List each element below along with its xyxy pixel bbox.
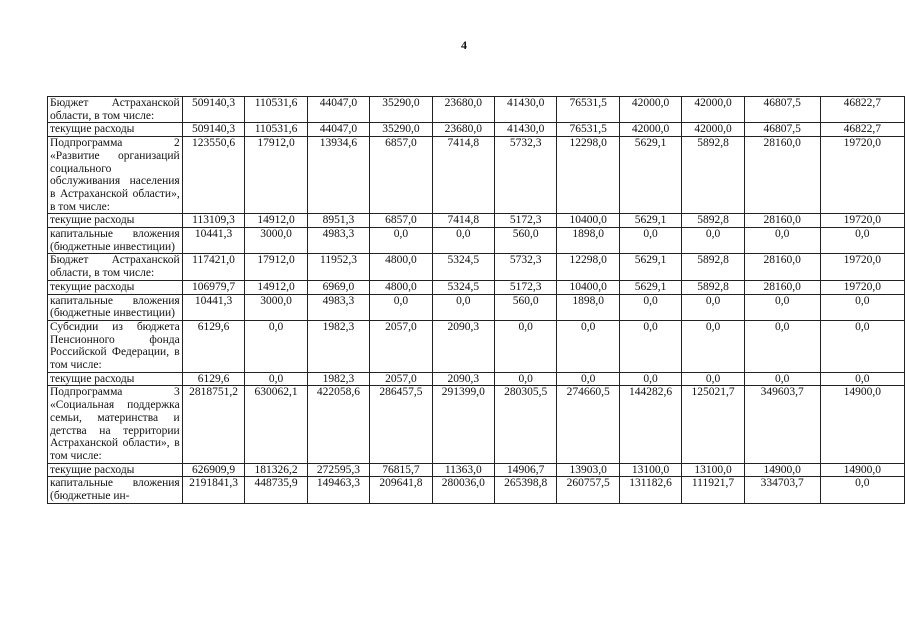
value-cell: 1898,0 [557, 228, 619, 254]
value-cell: 6129,6 [182, 372, 245, 386]
value-cell: 291399,0 [432, 386, 494, 463]
value-cell: 4983,3 [307, 228, 369, 254]
value-cell: 0,0 [619, 228, 681, 254]
value-cell: 1982,3 [307, 320, 369, 372]
value-cell: 13100,0 [682, 463, 744, 477]
value-cell: 0,0 [432, 294, 494, 320]
value-cell: 10400,0 [557, 280, 619, 294]
value-cell: 5892,8 [682, 214, 744, 228]
value-cell: 0,0 [495, 320, 557, 372]
value-cell: 35290,0 [370, 123, 432, 137]
value-cell: 111921,7 [682, 477, 744, 503]
value-cell: 35290,0 [370, 97, 432, 123]
value-cell: 14900,0 [820, 386, 904, 463]
value-cell: 0,0 [245, 320, 307, 372]
value-cell: 125021,7 [682, 386, 744, 463]
table-row [48, 477, 905, 503]
value-cell: 14900,0 [820, 463, 904, 477]
row-label: Бюджет Астраханской области, в том числе: [48, 97, 183, 123]
value-cell: 149463,3 [307, 477, 369, 503]
value-cell: 28160,0 [744, 214, 820, 228]
value-cell: 280305,5 [495, 386, 557, 463]
table-row [48, 280, 905, 294]
value-cell: 6129,6 [182, 320, 245, 372]
value-cell: 7414,8 [432, 137, 494, 214]
row-label: текущие расходы [48, 214, 183, 228]
value-cell: 0,0 [619, 372, 681, 386]
table-row [48, 214, 905, 228]
value-cell: 6857,0 [370, 214, 432, 228]
value-cell: 42000,0 [619, 123, 681, 137]
value-cell: 0,0 [820, 477, 904, 503]
value-cell: 76531,5 [557, 97, 619, 123]
value-cell: 11363,0 [432, 463, 494, 477]
value-cell: 626909,9 [182, 463, 245, 477]
value-cell: 7414,8 [432, 214, 494, 228]
value-cell: 0,0 [820, 372, 904, 386]
value-cell: 46807,5 [744, 97, 820, 123]
value-cell: 44047,0 [307, 97, 369, 123]
value-cell: 4800,0 [370, 280, 432, 294]
value-cell: 23680,0 [432, 123, 494, 137]
table-row [48, 320, 905, 372]
value-cell: 0,0 [744, 320, 820, 372]
value-cell: 0,0 [682, 320, 744, 372]
value-cell: 12298,0 [557, 254, 619, 280]
value-cell: 123550,6 [182, 137, 245, 214]
value-cell: 13903,0 [557, 463, 619, 477]
value-cell: 42000,0 [682, 123, 744, 137]
value-cell: 13934,6 [307, 137, 369, 214]
table-row [48, 137, 905, 214]
value-cell: 2090,3 [432, 372, 494, 386]
value-cell: 76815,7 [370, 463, 432, 477]
row-label: Бюджет Астраханской области, в том числе: [48, 254, 183, 280]
value-cell: 0,0 [557, 372, 619, 386]
value-cell: 0,0 [370, 228, 432, 254]
value-cell: 0,0 [744, 228, 820, 254]
value-cell: 1898,0 [557, 294, 619, 320]
table-row [48, 372, 905, 386]
value-cell: 5324,5 [432, 280, 494, 294]
value-cell: 422058,6 [307, 386, 369, 463]
value-cell: 5629,1 [619, 280, 681, 294]
value-cell: 0,0 [619, 294, 681, 320]
value-cell: 0,0 [744, 372, 820, 386]
value-cell: 0,0 [619, 320, 681, 372]
value-cell: 2818751,2 [182, 386, 245, 463]
value-cell: 8951,3 [307, 214, 369, 228]
value-cell: 42000,0 [682, 97, 744, 123]
row-label: текущие расходы [48, 123, 183, 137]
value-cell: 630062,1 [245, 386, 307, 463]
value-cell: 10441,3 [182, 228, 245, 254]
value-cell: 13100,0 [619, 463, 681, 477]
value-cell: 19720,0 [820, 214, 904, 228]
value-cell: 5892,8 [682, 254, 744, 280]
row-label: Подпрограмма 3 «Социальная поддержка семьи, материнства и детства на территории Астраханской области», в том числе: [48, 386, 183, 463]
row-label: Подпрограмма 2 «Развитие организаций социального обслуживания населения в Астраханской области», в том числе: [48, 137, 183, 214]
row-label: Субсидии из бюджета Пенсионного фонда Российской Федерации, в том числе: [48, 320, 183, 372]
value-cell: 14900,0 [744, 463, 820, 477]
value-cell: 12298,0 [557, 137, 619, 214]
value-cell: 0,0 [682, 372, 744, 386]
table-row [48, 228, 905, 254]
value-cell: 5172,3 [495, 214, 557, 228]
budget-table [47, 96, 905, 504]
value-cell: 6969,0 [307, 280, 369, 294]
value-cell: 14906,7 [495, 463, 557, 477]
value-cell: 10441,3 [182, 294, 245, 320]
value-cell: 5629,1 [619, 214, 681, 228]
value-cell: 17912,0 [245, 137, 307, 214]
value-cell: 17912,0 [245, 254, 307, 280]
value-cell: 5732,3 [495, 137, 557, 214]
value-cell: 260757,5 [557, 477, 619, 503]
value-cell: 209641,8 [370, 477, 432, 503]
value-cell: 42000,0 [619, 97, 681, 123]
value-cell: 41430,0 [495, 123, 557, 137]
value-cell: 3000,0 [245, 294, 307, 320]
value-cell: 0,0 [370, 294, 432, 320]
value-cell: 5629,1 [619, 137, 681, 214]
value-cell: 0,0 [557, 320, 619, 372]
value-cell: 1982,3 [307, 372, 369, 386]
value-cell: 509140,3 [182, 97, 245, 123]
value-cell: 11952,3 [307, 254, 369, 280]
value-cell: 5892,8 [682, 280, 744, 294]
value-cell: 349603,7 [744, 386, 820, 463]
value-cell: 46822,7 [820, 97, 904, 123]
value-cell: 10400,0 [557, 214, 619, 228]
row-label: текущие расходы [48, 372, 183, 386]
row-label: капитальные вложения (бюджетные инвестиции) [48, 228, 183, 254]
value-cell: 4800,0 [370, 254, 432, 280]
table-row [48, 386, 905, 463]
value-cell: 265398,8 [495, 477, 557, 503]
value-cell: 334703,7 [744, 477, 820, 503]
value-cell: 5172,3 [495, 280, 557, 294]
value-cell: 28160,0 [744, 137, 820, 214]
value-cell: 0,0 [245, 372, 307, 386]
value-cell: 2090,3 [432, 320, 494, 372]
value-cell: 106979,7 [182, 280, 245, 294]
row-label: текущие расходы [48, 280, 183, 294]
value-cell: 560,0 [495, 294, 557, 320]
value-cell: 0,0 [682, 294, 744, 320]
value-cell: 286457,5 [370, 386, 432, 463]
page-number: 4 [461, 38, 467, 52]
table-row [48, 97, 905, 123]
row-label: капитальные вложения (бюджетные ин- [48, 477, 183, 503]
value-cell: 0,0 [682, 228, 744, 254]
value-cell: 6857,0 [370, 137, 432, 214]
value-cell: 0,0 [432, 228, 494, 254]
value-cell: 272595,3 [307, 463, 369, 477]
table-row [48, 123, 905, 137]
value-cell: 113109,3 [182, 214, 245, 228]
value-cell: 23680,0 [432, 97, 494, 123]
value-cell: 509140,3 [182, 123, 245, 137]
value-cell: 4983,3 [307, 294, 369, 320]
value-cell: 41430,0 [495, 97, 557, 123]
value-cell: 44047,0 [307, 123, 369, 137]
value-cell: 5732,3 [495, 254, 557, 280]
table-body [48, 97, 905, 504]
value-cell: 46822,7 [820, 123, 904, 137]
value-cell: 2057,0 [370, 320, 432, 372]
value-cell: 46807,5 [744, 123, 820, 137]
value-cell: 76531,5 [557, 123, 619, 137]
row-label: текущие расходы [48, 463, 183, 477]
value-cell: 0,0 [820, 228, 904, 254]
value-cell: 448735,9 [245, 477, 307, 503]
value-cell: 19720,0 [820, 137, 904, 214]
value-cell: 144282,6 [619, 386, 681, 463]
value-cell: 5892,8 [682, 137, 744, 214]
value-cell: 14912,0 [245, 280, 307, 294]
value-cell: 28160,0 [744, 254, 820, 280]
value-cell: 0,0 [744, 294, 820, 320]
table-row [48, 294, 905, 320]
value-cell: 2057,0 [370, 372, 432, 386]
value-cell: 110531,6 [245, 97, 307, 123]
value-cell: 19720,0 [820, 254, 904, 280]
value-cell: 0,0 [495, 372, 557, 386]
value-cell: 110531,6 [245, 123, 307, 137]
row-label: капитальные вложения (бюджетные инвестиции) [48, 294, 183, 320]
value-cell: 14912,0 [245, 214, 307, 228]
value-cell: 5324,5 [432, 254, 494, 280]
table-row [48, 463, 905, 477]
value-cell: 274660,5 [557, 386, 619, 463]
value-cell: 0,0 [820, 294, 904, 320]
value-cell: 3000,0 [245, 228, 307, 254]
value-cell: 2191841,3 [182, 477, 245, 503]
value-cell: 5629,1 [619, 254, 681, 280]
table-row [48, 254, 905, 280]
value-cell: 280036,0 [432, 477, 494, 503]
value-cell: 181326,2 [245, 463, 307, 477]
value-cell: 28160,0 [744, 280, 820, 294]
value-cell: 117421,0 [182, 254, 245, 280]
value-cell: 19720,0 [820, 280, 904, 294]
value-cell: 131182,6 [619, 477, 681, 503]
value-cell: 0,0 [820, 320, 904, 372]
value-cell: 560,0 [495, 228, 557, 254]
